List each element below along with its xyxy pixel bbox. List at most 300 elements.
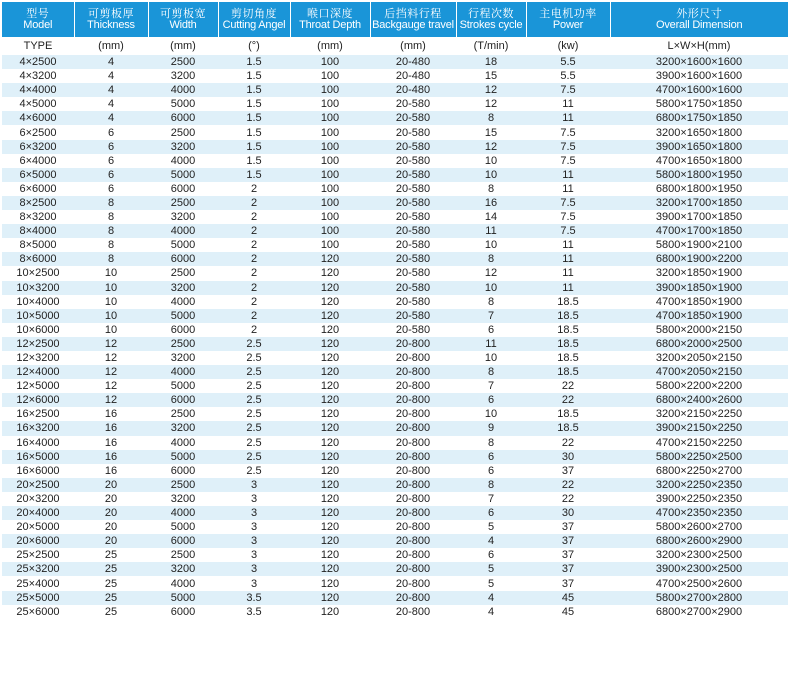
cell-thickness: 4	[74, 97, 148, 111]
cell-backgauge-travel: 20-800	[370, 576, 456, 590]
header-cutting-angle	[218, 2, 290, 37]
cell-thickness: 4	[74, 69, 148, 83]
cell-thickness: 20	[74, 492, 148, 506]
cell-power: 7.5	[526, 154, 610, 168]
header-label-zh: 型号	[26, 7, 50, 20]
cell-model: 10×5000	[2, 309, 74, 323]
table-row	[2, 421, 788, 435]
cell-backgauge-travel: 20-580	[370, 125, 456, 139]
table-row	[2, 351, 788, 365]
cell-throat-depth: 120	[290, 379, 370, 393]
cell-width: 3200	[148, 210, 218, 224]
header-label-zh: 可剪板宽	[160, 7, 206, 20]
cell-power: 11	[526, 168, 610, 182]
table-row	[2, 55, 788, 69]
cell-cutting-angle: 1.5	[218, 154, 290, 168]
cell-width: 4000	[148, 436, 218, 450]
cell-model: 6×6000	[2, 182, 74, 196]
table-row	[2, 365, 788, 379]
cell-throat-depth: 100	[290, 55, 370, 69]
cell-cutting-angle: 1.5	[218, 55, 290, 69]
cell-thickness: 4	[74, 55, 148, 69]
cell-strokes-cycle: 11	[456, 224, 526, 238]
unit-cell: (mm)	[74, 37, 148, 55]
cell-model: 12×6000	[2, 393, 74, 407]
cell-backgauge-travel: 20-800	[370, 407, 456, 421]
cell-power: 5.5	[526, 69, 610, 83]
cell-backgauge-travel: 20-580	[370, 281, 456, 295]
cell-power: 30	[526, 450, 610, 464]
cell-cutting-angle: 2.5	[218, 351, 290, 365]
header-power	[526, 2, 610, 37]
cell-overall-dimension: 6800×2700×2900	[610, 605, 788, 619]
header-label-en: Backgauge travel	[372, 18, 454, 31]
cell-overall-dimension: 6800×2400×2600	[610, 393, 788, 407]
cell-width: 6000	[148, 252, 218, 266]
cell-power: 18.5	[526, 365, 610, 379]
cell-throat-depth: 100	[290, 125, 370, 139]
cell-throat-depth: 120	[290, 252, 370, 266]
cell-model: 4×6000	[2, 111, 74, 125]
cell-thickness: 10	[74, 266, 148, 280]
table-row	[2, 140, 788, 154]
cell-strokes-cycle: 8	[456, 111, 526, 125]
cell-power: 7.5	[526, 210, 610, 224]
header-thickness	[74, 2, 148, 37]
cell-width: 5000	[148, 309, 218, 323]
cell-throat-depth: 120	[290, 492, 370, 506]
cell-throat-depth: 120	[290, 464, 370, 478]
cell-overall-dimension: 4700×1650×1800	[610, 154, 788, 168]
cell-overall-dimension: 3200×1700×1850	[610, 196, 788, 210]
cell-thickness: 25	[74, 562, 148, 576]
cell-throat-depth: 100	[290, 154, 370, 168]
cell-strokes-cycle: 7	[456, 309, 526, 323]
cell-width: 2500	[148, 196, 218, 210]
cell-strokes-cycle: 11	[456, 337, 526, 351]
cell-cutting-angle: 2.5	[218, 365, 290, 379]
cell-overall-dimension: 4700×1850×1900	[610, 295, 788, 309]
cell-strokes-cycle: 6	[456, 548, 526, 562]
cell-cutting-angle: 2	[218, 266, 290, 280]
cell-power: 11	[526, 266, 610, 280]
cell-backgauge-travel: 20-800	[370, 478, 456, 492]
cell-cutting-angle: 1.5	[218, 168, 290, 182]
cell-overall-dimension: 3200×2300×2500	[610, 548, 788, 562]
cell-thickness: 12	[74, 393, 148, 407]
cell-thickness: 16	[74, 436, 148, 450]
cell-power: 18.5	[526, 407, 610, 421]
cell-thickness: 25	[74, 605, 148, 619]
header-model	[2, 2, 74, 37]
cell-power: 7.5	[526, 196, 610, 210]
cell-model: 6×5000	[2, 168, 74, 182]
cell-thickness: 16	[74, 464, 148, 478]
cell-model: 4×5000	[2, 97, 74, 111]
cell-strokes-cycle: 10	[456, 407, 526, 421]
cell-thickness: 12	[74, 365, 148, 379]
cell-width: 6000	[148, 182, 218, 196]
table-row	[2, 111, 788, 125]
table-row	[2, 69, 788, 83]
cell-model: 16×5000	[2, 450, 74, 464]
header-label-zh: 外形尺寸	[676, 7, 723, 20]
cell-throat-depth: 100	[290, 224, 370, 238]
cell-overall-dimension: 5800×1750×1850	[610, 97, 788, 111]
table-row	[2, 576, 788, 590]
table-row	[2, 562, 788, 576]
cell-power: 37	[526, 548, 610, 562]
cell-power: 7.5	[526, 140, 610, 154]
cell-thickness: 10	[74, 295, 148, 309]
cell-cutting-angle: 2.5	[218, 337, 290, 351]
cell-cutting-angle: 1.5	[218, 125, 290, 139]
cell-cutting-angle: 3	[218, 506, 290, 520]
cell-cutting-angle: 1.5	[218, 69, 290, 83]
cell-model: 25×2500	[2, 548, 74, 562]
cell-cutting-angle: 3	[218, 562, 290, 576]
cell-backgauge-travel: 20-800	[370, 393, 456, 407]
table-header	[2, 2, 788, 37]
unit-cell: (mm)	[370, 37, 456, 55]
cell-width: 6000	[148, 464, 218, 478]
cell-cutting-angle: 1.5	[218, 111, 290, 125]
cell-strokes-cycle: 8	[456, 252, 526, 266]
cell-cutting-angle: 2	[218, 295, 290, 309]
cell-width: 6000	[148, 534, 218, 548]
cell-overall-dimension: 4700×2500×2600	[610, 576, 788, 590]
cell-overall-dimension: 4700×2150×2250	[610, 436, 788, 450]
cell-throat-depth: 120	[290, 295, 370, 309]
cell-cutting-angle: 2	[218, 252, 290, 266]
cell-model: 25×3200	[2, 562, 74, 576]
cell-power: 30	[526, 506, 610, 520]
cell-cutting-angle: 1.5	[218, 140, 290, 154]
cell-strokes-cycle: 10	[456, 168, 526, 182]
table-row	[2, 393, 788, 407]
cell-cutting-angle: 1.5	[218, 83, 290, 97]
cell-power: 11	[526, 111, 610, 125]
cell-power: 7.5	[526, 83, 610, 97]
cell-overall-dimension: 3900×1700×1850	[610, 210, 788, 224]
cell-throat-depth: 100	[290, 69, 370, 83]
table-body	[2, 37, 788, 619]
cell-model: 10×3200	[2, 281, 74, 295]
cell-strokes-cycle: 6	[456, 464, 526, 478]
unit-row	[2, 37, 788, 55]
cell-power: 45	[526, 605, 610, 619]
cell-thickness: 16	[74, 421, 148, 435]
cell-strokes-cycle: 5	[456, 576, 526, 590]
cell-backgauge-travel: 20-800	[370, 591, 456, 605]
table-row	[2, 464, 788, 478]
cell-backgauge-travel: 20-800	[370, 379, 456, 393]
cell-power: 7.5	[526, 224, 610, 238]
cell-thickness: 25	[74, 576, 148, 590]
cell-width: 3200	[148, 69, 218, 83]
cell-power: 7.5	[526, 125, 610, 139]
cell-cutting-angle: 2.5	[218, 450, 290, 464]
cell-backgauge-travel: 20-480	[370, 55, 456, 69]
table-row	[2, 379, 788, 393]
cell-backgauge-travel: 20-580	[370, 309, 456, 323]
cell-backgauge-travel: 20-580	[370, 210, 456, 224]
header-label-en: Strokes cycle	[459, 18, 523, 31]
cell-strokes-cycle: 7	[456, 379, 526, 393]
cell-throat-depth: 120	[290, 605, 370, 619]
cell-power: 45	[526, 591, 610, 605]
cell-overall-dimension: 3200×1600×1600	[610, 55, 788, 69]
cell-backgauge-travel: 20-480	[370, 83, 456, 97]
cell-overall-dimension: 5800×2250×2500	[610, 450, 788, 464]
cell-thickness: 8	[74, 196, 148, 210]
cell-throat-depth: 120	[290, 393, 370, 407]
cell-throat-depth: 120	[290, 436, 370, 450]
cell-overall-dimension: 3200×2250×2350	[610, 478, 788, 492]
cell-throat-depth: 120	[290, 351, 370, 365]
cell-thickness: 20	[74, 520, 148, 534]
cell-model: 10×2500	[2, 266, 74, 280]
header-label-en: Power	[552, 18, 584, 31]
cell-thickness: 4	[74, 111, 148, 125]
cell-throat-depth: 100	[290, 83, 370, 97]
cell-throat-depth: 120	[290, 407, 370, 421]
cell-throat-depth: 120	[290, 576, 370, 590]
cell-overall-dimension: 6800×1900×2200	[610, 252, 788, 266]
cell-throat-depth: 100	[290, 140, 370, 154]
cell-model: 8×4000	[2, 224, 74, 238]
cell-backgauge-travel: 20-580	[370, 111, 456, 125]
header-overall-dimension	[610, 2, 788, 37]
cell-cutting-angle: 3	[218, 492, 290, 506]
cell-thickness: 8	[74, 252, 148, 266]
cell-model: 4×2500	[2, 55, 74, 69]
cell-backgauge-travel: 20-580	[370, 196, 456, 210]
table-row	[2, 478, 788, 492]
cell-backgauge-travel: 20-800	[370, 548, 456, 562]
cell-power: 11	[526, 182, 610, 196]
cell-width: 4000	[148, 576, 218, 590]
cell-strokes-cycle: 16	[456, 196, 526, 210]
cell-throat-depth: 120	[290, 281, 370, 295]
cell-thickness: 25	[74, 548, 148, 562]
cell-backgauge-travel: 20-800	[370, 492, 456, 506]
table-row	[2, 450, 788, 464]
cell-overall-dimension: 5800×1800×1950	[610, 168, 788, 182]
table-row	[2, 520, 788, 534]
unit-cell: (°)	[218, 37, 290, 55]
cell-width: 6000	[148, 323, 218, 337]
cell-thickness: 6	[74, 140, 148, 154]
cell-strokes-cycle: 10	[456, 351, 526, 365]
cell-strokes-cycle: 10	[456, 154, 526, 168]
cell-backgauge-travel: 20-480	[370, 69, 456, 83]
cell-strokes-cycle: 14	[456, 210, 526, 224]
cell-backgauge-travel: 20-580	[370, 238, 456, 252]
cell-strokes-cycle: 4	[456, 591, 526, 605]
cell-strokes-cycle: 7	[456, 492, 526, 506]
cell-model: 12×2500	[2, 337, 74, 351]
cell-thickness: 10	[74, 281, 148, 295]
cell-width: 5000	[148, 591, 218, 605]
cell-overall-dimension: 6800×2600×2900	[610, 534, 788, 548]
cell-strokes-cycle: 15	[456, 69, 526, 83]
cell-overall-dimension: 5800×2700×2800	[610, 591, 788, 605]
cell-thickness: 10	[74, 323, 148, 337]
cell-throat-depth: 120	[290, 337, 370, 351]
table-row	[2, 281, 788, 295]
cell-cutting-angle: 2	[218, 224, 290, 238]
cell-width: 3200	[148, 281, 218, 295]
cell-model: 20×5000	[2, 520, 74, 534]
cell-backgauge-travel: 20-580	[370, 154, 456, 168]
cell-cutting-angle: 3	[218, 478, 290, 492]
cell-power: 37	[526, 520, 610, 534]
table-row	[2, 224, 788, 238]
cell-overall-dimension: 6800×1800×1950	[610, 182, 788, 196]
cell-backgauge-travel: 20-580	[370, 252, 456, 266]
header-label-en: Overall Dimension	[656, 18, 743, 31]
header-label-zh: 行程次数	[468, 7, 514, 20]
cell-power: 5.5	[526, 55, 610, 69]
cell-model: 4×3200	[2, 69, 74, 83]
cell-width: 3200	[148, 140, 218, 154]
cell-model: 12×3200	[2, 351, 74, 365]
cell-model: 25×4000	[2, 576, 74, 590]
cell-power: 18.5	[526, 421, 610, 435]
cell-width: 5000	[148, 450, 218, 464]
cell-power: 11	[526, 281, 610, 295]
cell-width: 3200	[148, 421, 218, 435]
cell-backgauge-travel: 20-800	[370, 506, 456, 520]
cell-width: 6000	[148, 111, 218, 125]
cell-cutting-angle: 2	[218, 309, 290, 323]
cell-model: 8×5000	[2, 238, 74, 252]
cell-thickness: 6	[74, 168, 148, 182]
cell-throat-depth: 120	[290, 562, 370, 576]
cell-cutting-angle: 2.5	[218, 393, 290, 407]
cell-model: 16×6000	[2, 464, 74, 478]
cell-power: 37	[526, 576, 610, 590]
cell-strokes-cycle: 9	[456, 421, 526, 435]
cell-width: 2500	[148, 266, 218, 280]
cell-cutting-angle: 2	[218, 323, 290, 337]
cell-cutting-angle: 2	[218, 196, 290, 210]
table-row	[2, 534, 788, 548]
cell-overall-dimension: 3900×2150×2250	[610, 421, 788, 435]
header-label-en: Model	[23, 18, 53, 31]
header-width	[148, 2, 218, 37]
cell-model: 12×5000	[2, 379, 74, 393]
cell-model: 4×4000	[2, 83, 74, 97]
cell-power: 22	[526, 379, 610, 393]
cell-thickness: 10	[74, 309, 148, 323]
cell-overall-dimension: 4700×1700×1850	[610, 224, 788, 238]
cell-cutting-angle: 3	[218, 576, 290, 590]
header-label-zh: 主电机功率	[539, 7, 597, 20]
cell-strokes-cycle: 6	[456, 450, 526, 464]
header-label-en: Throat Depth	[299, 18, 361, 31]
cell-power: 18.5	[526, 323, 610, 337]
table-row	[2, 238, 788, 252]
table-row	[2, 506, 788, 520]
table-row	[2, 309, 788, 323]
cell-cutting-angle: 2.5	[218, 407, 290, 421]
cell-overall-dimension: 3900×1600×1600	[610, 69, 788, 83]
cell-backgauge-travel: 20-580	[370, 295, 456, 309]
cell-strokes-cycle: 6	[456, 506, 526, 520]
cell-strokes-cycle: 8	[456, 436, 526, 450]
cell-strokes-cycle: 8	[456, 365, 526, 379]
cell-thickness: 8	[74, 224, 148, 238]
header-label-en: Width	[169, 18, 197, 31]
cell-cutting-angle: 2	[218, 210, 290, 224]
cell-model: 20×3200	[2, 492, 74, 506]
cell-width: 4000	[148, 83, 218, 97]
cell-power: 37	[526, 464, 610, 478]
cell-throat-depth: 120	[290, 534, 370, 548]
cell-power: 37	[526, 562, 610, 576]
cell-model: 8×2500	[2, 196, 74, 210]
cell-width: 5000	[148, 238, 218, 252]
header-label-zh: 可剪板厚	[88, 7, 134, 20]
cell-overall-dimension: 4700×1850×1900	[610, 309, 788, 323]
cell-strokes-cycle: 12	[456, 83, 526, 97]
table-row	[2, 196, 788, 210]
cell-width: 4000	[148, 506, 218, 520]
cell-model: 25×6000	[2, 605, 74, 619]
cell-width: 6000	[148, 393, 218, 407]
cell-overall-dimension: 5800×2000×2150	[610, 323, 788, 337]
cell-width: 3200	[148, 492, 218, 506]
cell-strokes-cycle: 6	[456, 393, 526, 407]
cell-overall-dimension: 4700×2050×2150	[610, 365, 788, 379]
cell-power: 18.5	[526, 351, 610, 365]
cell-strokes-cycle: 8	[456, 295, 526, 309]
cell-cutting-angle: 2	[218, 281, 290, 295]
cell-throat-depth: 120	[290, 548, 370, 562]
cell-power: 22	[526, 492, 610, 506]
table-row	[2, 436, 788, 450]
cell-throat-depth: 100	[290, 196, 370, 210]
cell-model: 16×3200	[2, 421, 74, 435]
unit-cell: (mm)	[148, 37, 218, 55]
cell-backgauge-travel: 20-800	[370, 365, 456, 379]
cell-model: 16×4000	[2, 436, 74, 450]
cell-thickness: 6	[74, 154, 148, 168]
unit-cell: (mm)	[290, 37, 370, 55]
cell-strokes-cycle: 12	[456, 97, 526, 111]
table-row	[2, 407, 788, 421]
cell-thickness: 8	[74, 238, 148, 252]
cell-strokes-cycle: 10	[456, 281, 526, 295]
cell-overall-dimension: 3900×1850×1900	[610, 281, 788, 295]
header-label-zh: 喉口深度	[307, 7, 353, 20]
header-label-en: Thickness	[87, 18, 135, 31]
cell-backgauge-travel: 20-580	[370, 182, 456, 196]
table-row	[2, 252, 788, 266]
cell-overall-dimension: 3200×2050×2150	[610, 351, 788, 365]
cell-width: 5000	[148, 520, 218, 534]
cell-thickness: 12	[74, 337, 148, 351]
cell-power: 22	[526, 436, 610, 450]
cell-throat-depth: 100	[290, 182, 370, 196]
cell-model: 10×6000	[2, 323, 74, 337]
cell-throat-depth: 120	[290, 450, 370, 464]
cell-throat-depth: 120	[290, 365, 370, 379]
cell-overall-dimension: 3900×1650×1800	[610, 140, 788, 154]
cell-backgauge-travel: 20-800	[370, 351, 456, 365]
